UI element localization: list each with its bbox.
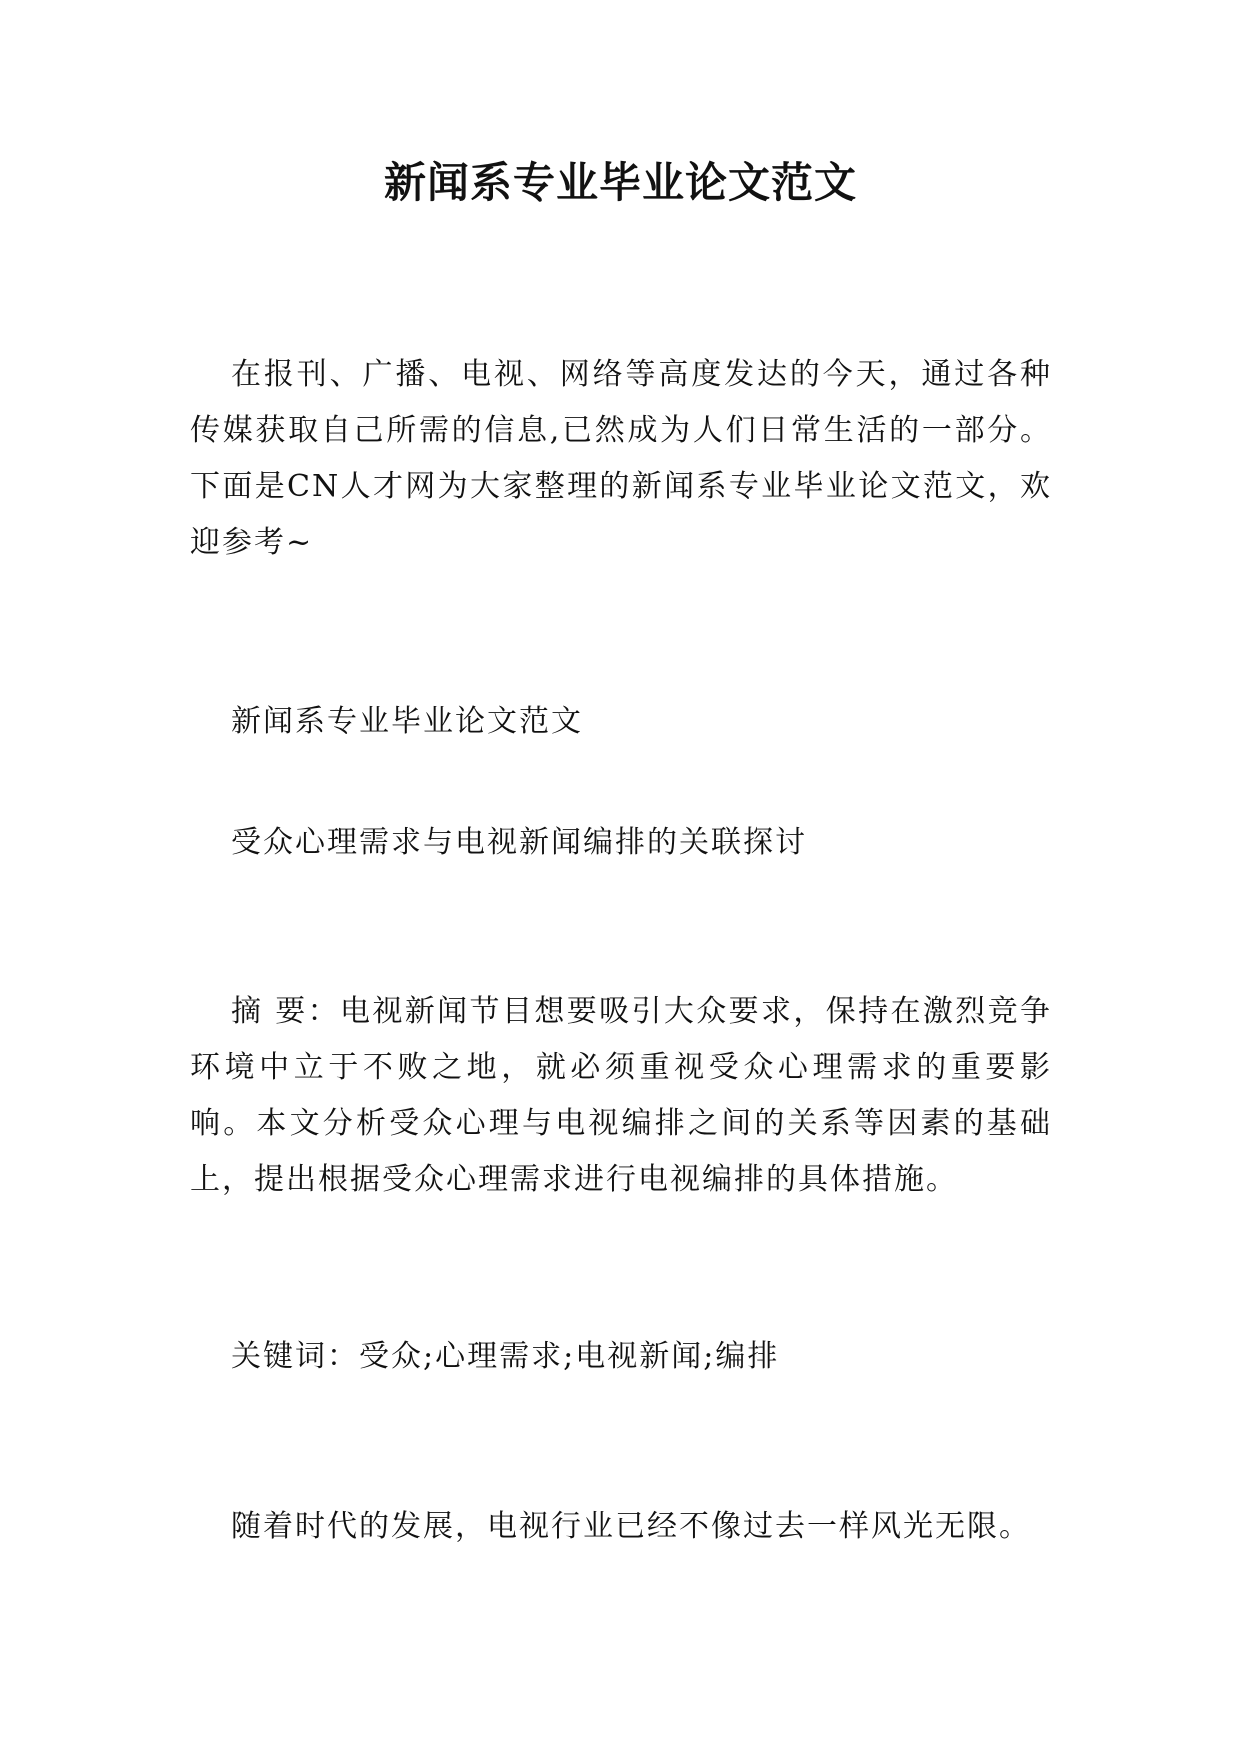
abstract-paragraph: 摘 要：电视新闻节目想要吸引大众要求，保持在激烈竞争环境中立于不败之地，就必须重视受众心理需求的重要影响。本文分析受众心理与电视编排之间的关系等因素的基础上，提出根据受众心理需求进行电视编排的具体措施。	[190, 994, 1052, 1197]
document-title: 新闻系专业毕业论文范文	[383, 158, 857, 207]
intro-paragraph: 在报刊、广播、电视、网络等高度发达的今天，通过各种传媒获取自己所需的信息,已然成为人们日常生活的一部分。下面是CN人才网为大家整理的新闻系专业毕业论文范文，欢迎参考~	[190, 357, 1052, 560]
paper-title: 新闻系专业毕业论文范文	[231, 704, 583, 739]
paper-topic: 受众心理需求与电视新闻编排的关联探讨	[231, 825, 807, 860]
body-paragraph: 随着时代的发展，电视行业已经不像过去一样风光无限。	[231, 1509, 1031, 1544]
keywords-line: 关键词：受众;心理需求;电视新闻;编排	[231, 1339, 780, 1374]
